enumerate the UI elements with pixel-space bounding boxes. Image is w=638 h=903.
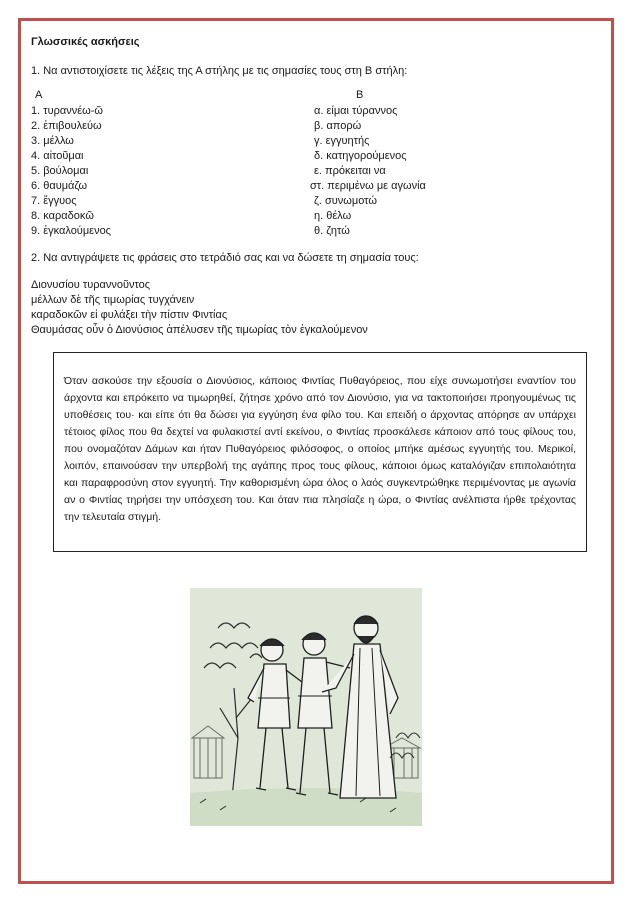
phrase-item: μέλλων δὲ τῆς τιμωρίας τυγχάνειν	[31, 294, 195, 306]
column-b-meaning: θ. ζητώ	[314, 225, 350, 237]
column-b-meaning: β. απορώ	[314, 120, 362, 132]
worksheet-content	[31, 36, 601, 338]
column-b-meaning: η. θέλω	[314, 210, 352, 222]
column-b-meaning: ζ. συνωμοτώ	[314, 195, 377, 207]
phrase-item: καραδοκῶν εἰ φυλάξει τὴν πίστιν Φιντίας	[31, 309, 228, 321]
ancient-greek-figures-illustration	[190, 588, 422, 826]
worksheet-title: Γλωσσικές ασκήσεις	[31, 36, 140, 48]
column-b-meaning: δ. κατηγορούμενος	[314, 150, 407, 162]
column-a-word: 9. ἐγκαλούμενος	[31, 225, 111, 237]
column-a-word: 7. ἔγγυος	[31, 195, 77, 207]
column-a-word: 6. θαυμάζω	[31, 180, 88, 192]
column-headers	[31, 89, 601, 104]
phrase-list	[31, 278, 601, 338]
matching-row	[31, 104, 601, 119]
column-b-meaning: γ. εγγυητής	[314, 135, 370, 147]
matching-row	[31, 179, 601, 194]
exercise1-instruction: 1. Να αντιστοιχίσετε τις λέξεις της Α στήλης με τις σημασίες τους στη Β στήλη:	[31, 65, 408, 77]
matching-row	[31, 134, 601, 149]
column-b-meaning: α. είμαι τύραννος	[314, 105, 398, 117]
column-b-meaning: στ. περιμένω με αγωνία	[310, 180, 426, 192]
column-a-word: 1. τυραννέω-ῶ	[31, 105, 103, 117]
matching-row	[31, 209, 601, 224]
column-a-word: 2. ἐπιβουλεύω	[31, 120, 102, 132]
exercise2-instruction: 2. Να αντιγράψετε τις φράσεις στο τετράδιό σας και να δώσετε τη σημασία τους:	[31, 252, 419, 264]
passage-box	[53, 352, 587, 552]
column-a-word: 5. βούλομαι	[31, 165, 89, 177]
matching-row	[31, 194, 601, 209]
column-b-meaning: ε. πρόκειται να	[314, 165, 386, 177]
column-a-word: 3. μέλλω	[31, 135, 74, 147]
column-a-header: Α	[35, 89, 43, 101]
phrase-item: Θαυμάσας οὖν ὁ Διονύσιος ἀπέλυσεν τῆς τιμωρίας τὸν ἐγκαλούμενον	[31, 324, 368, 336]
passage-text: Όταν ασκούσε την εξουσία ο Διονύσιος, κάποιος Φιντίας Πυθαγόρειος, που είχε συνωμοτήσει εναντίον του άρχοντα και επρόκειτο να τιμωρηθεί, ζήτησε χρόνο από τον Διονύσιο, για να τακτοποιήσει προηγουμένως τις υποθέσεις του· και είπε ότι θα δώσει για εγγύηση ένα φίλο του. Και επειδή ο άρχοντας απόρησε αν υπάρχει τέτοιος φίλος που θα δεχτεί να φυλακιστεί αντί εκείνου, ο Φιντίας προσκάλεσε κάποιον από τους φίλους του, που ονομαζόταν Δάμων και ήταν Πυθαγόρειος φιλόσοφος, ο οποίος μπήκε αμέσως εγγυητής του. Μερικοί, λοιπόν, επαινούσαν την υπερβολή της αγάπης προς τους φίλους, κάποιοι όμως καταλόγιζαν επιπολαιότητα και παραφροσύνη στον εγγυητή. Την καθορισμένη ώρα όλος ο λαός συγκεντρώθηκε περιμένοντας με αγωνία αν ο Φιντίας τηρήσει την υπόσχεση του. Και όταν πια πλησίαζε η ώρα, ο Φιντίας ανέλπιστα ήρθε τρέχοντας την τελευταία στιγμή.	[64, 375, 576, 523]
matching-list	[31, 104, 601, 239]
matching-row	[31, 224, 601, 239]
matching-row	[31, 119, 601, 134]
matching-row	[31, 164, 601, 179]
matching-row	[31, 149, 601, 164]
phrase-item: Διονυσίου τυραννοῦντος	[31, 279, 151, 291]
column-b-header: Β	[356, 89, 364, 101]
column-a-word: 4. αἰτοῦμαι	[31, 150, 84, 162]
column-a-word: 8. καραδοκῶ	[31, 210, 94, 222]
